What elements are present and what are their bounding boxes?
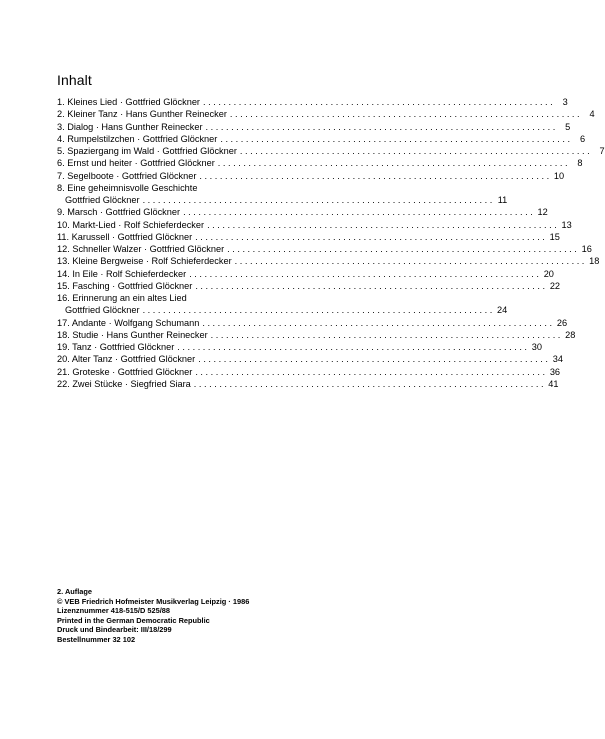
imprint-line: 2. Auflage [57, 587, 93, 596]
toc-entry-page: 22 [549, 280, 561, 291]
toc-entry [57, 170, 565, 182]
imprint [57, 587, 249, 645]
toc-entry-page: 30 [531, 342, 542, 352]
toc-entry-title: 4. Rumpelstilzchen · Gottfried Glöckner [57, 133, 218, 144]
toc-entry [57, 133, 586, 145]
table-of-contents [57, 96, 605, 390]
toc-dot-leader [183, 206, 533, 218]
toc-entry-title: 14. In Eile · Rolf Schieferdecker [57, 268, 187, 279]
toc-entry-page: 24 [497, 305, 508, 316]
toc-entry [57, 182, 283, 194]
toc-entry-title: 8. Eine geheimnisvolle Geschichte [57, 182, 198, 193]
imprint-line: Lizenznummer 418-515/D 525/88 [57, 606, 170, 616]
toc-entry [57, 108, 595, 120]
toc-entry-title: 20. Alter Tanz · Gottfried Glöckner [57, 354, 196, 365]
toc-entry-page: 34 [552, 354, 563, 365]
toc-entry [57, 317, 568, 329]
toc-entry [57, 194, 508, 206]
toc-entry-page: 13 [561, 219, 572, 230]
toc-entry-page: 7 [599, 146, 605, 156]
toc-dot-leader [189, 268, 539, 280]
toc-entry-title: 15. Fasching · Gottfried Glöckner [57, 280, 193, 291]
toc-entry-title: 22. Zwei Stücke · Siegfried Siara [57, 378, 191, 389]
toc-entry-title: 19. Tanz · Gottfried Glöckner [57, 342, 175, 352]
toc-entry-title: 7. Segelboote · Gottfried Glöckner [57, 170, 197, 181]
toc-entry-title: 13. Kleine Bergweise · Rolf Schieferdecker [57, 256, 232, 267]
toc-entry-page: 36 [549, 366, 561, 377]
page-title: Inhalt [57, 72, 92, 88]
toc-dot-leader [218, 157, 568, 169]
toc-dot-leader [240, 145, 590, 157]
toc-entry-title: 1. Kleines Lied · Gottfried Glöckner [57, 97, 200, 107]
toc-dot-leader [195, 366, 545, 378]
toc-entry [57, 121, 571, 133]
toc-entry-title: 11. Karussell · Gottfried Glöckner [57, 231, 193, 242]
toc-entry-page: 5 [565, 121, 571, 132]
toc-entry [57, 206, 548, 218]
toc-entry-page: 15 [549, 231, 560, 242]
toc-entry [57, 219, 572, 231]
imprint-line: Druck und Bindearbeit: III/18/299 [57, 625, 172, 635]
toc-dot-leader [177, 341, 527, 353]
toc-entry [57, 366, 561, 378]
toc-entry-title: 3. Dialog · Hans Gunther Reinecker [57, 121, 203, 132]
toc-entry [57, 304, 508, 316]
toc-dot-leader [143, 304, 493, 316]
toc-entry [57, 378, 559, 390]
toc-entry-page: 4 [589, 109, 595, 120]
toc-entry [57, 255, 600, 267]
toc-entry [57, 243, 592, 255]
toc-entry-title: 17. Andante · Wolfgang Schumann [57, 317, 200, 328]
toc-dot-leader [202, 317, 552, 329]
toc-entry-title: 18. Studie · Hans Gunther Reinecker [57, 329, 208, 340]
toc-dot-leader [207, 219, 557, 231]
toc-entry-title: 10. Markt-Lied · Rolf Schieferdecker [57, 219, 205, 230]
toc-entry [57, 157, 583, 169]
toc-entry [57, 96, 568, 108]
toc-entry-page: 12 [537, 207, 548, 218]
toc-entry-title: 6. Ernst und heiter · Gottfried Glöckner [57, 158, 215, 169]
toc-entry-page: 28 [565, 329, 576, 340]
toc-dot-leader [206, 121, 556, 133]
toc-entry-page: 11 [497, 195, 508, 205]
toc-dot-leader [203, 96, 553, 108]
imprint-line: Bestellnummer 32 102 [57, 634, 136, 644]
toc-entry-page: 10 [553, 170, 565, 181]
imprint-line: Printed in the German Democratic Republic [57, 615, 210, 625]
toc-entry [57, 292, 283, 304]
toc-entry [57, 341, 542, 353]
toc-dot-leader [211, 329, 561, 341]
toc-entry-title: 5. Spaziergang im Wald · Gottfried Glöckner [57, 146, 237, 156]
toc-dot-leader [227, 243, 577, 255]
toc-entry-page: 18 [589, 256, 600, 267]
toc-entry-title: 2. Kleiner Tanz · Hans Gunther Reinecker [57, 109, 227, 120]
toc-entry [57, 329, 576, 341]
toc-entry [57, 280, 561, 292]
toc-dot-leader [199, 170, 549, 182]
toc-entry-page: 3 [562, 97, 568, 107]
toc-entry-title: 12. Schneller Walzer · Gottfried Glöckner [57, 244, 225, 254]
toc-entry-page: 26 [556, 317, 568, 328]
toc-dot-leader [230, 108, 580, 120]
toc-entry-title: 16. Erinnerung an ein altes Lied [57, 293, 187, 303]
toc-entry-page: 8 [577, 158, 583, 169]
toc-entry-title: Gottfried Glöckner [65, 305, 140, 316]
toc-entry-title: Gottfried Glöckner [65, 195, 140, 205]
toc-entry [57, 231, 560, 243]
toc-dot-leader [220, 133, 570, 145]
imprint-line: © VEB Friedrich Hofmeister Musikverlag Leipzig · 1986 [57, 596, 250, 606]
toc-dot-leader [143, 194, 493, 206]
toc-entry-title: 21. Groteske · Gottfried Glöckner [57, 366, 193, 377]
toc-entry-title: 9. Marsch · Gottfried Glöckner [57, 207, 181, 218]
toc-entry-page: 16 [581, 244, 592, 254]
toc-dot-leader [195, 280, 545, 292]
toc-entry-page: 20 [543, 268, 554, 279]
toc-entry [57, 145, 605, 157]
toc-entry [57, 268, 554, 280]
toc-entry [57, 353, 563, 365]
toc-dot-leader [195, 231, 545, 243]
toc-entry-page: 6 [579, 133, 586, 144]
toc-dot-leader [194, 378, 544, 390]
toc-dot-leader [198, 353, 548, 365]
toc-dot-leader [235, 255, 585, 267]
toc-entry-page: 41 [548, 378, 559, 389]
